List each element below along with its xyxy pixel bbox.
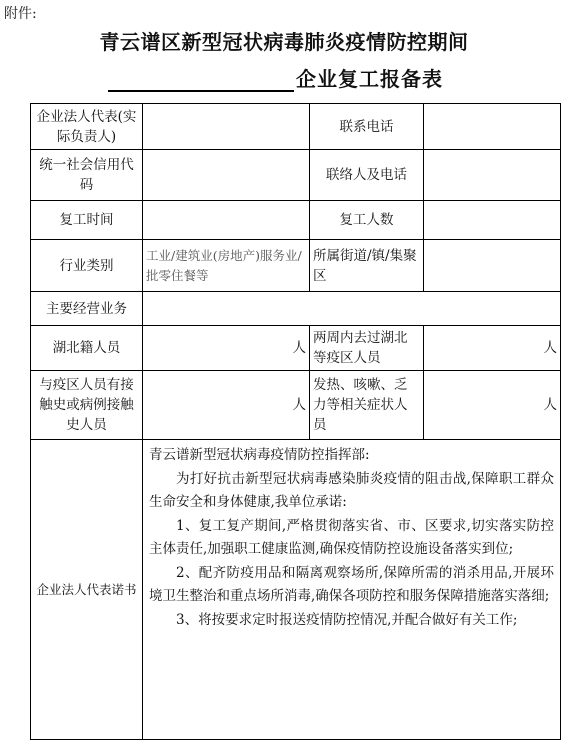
resume-count-label: 复工人数 (310, 201, 424, 240)
symptom-unit: 人 (543, 397, 557, 413)
travel-count-field[interactable] (424, 326, 561, 371)
form-subtitle-text: 企业复工报备表 (296, 67, 443, 91)
pledge-addressee: 青云谱新型冠状病毒疫情防控指挥部: (149, 447, 370, 463)
resume-time-label: 复工时间 (31, 201, 143, 240)
table-row (31, 292, 561, 326)
pledge-label: 企业法人代表诺书 (31, 440, 143, 740)
travel-label: 两周内去过湖北等疫区人员 (310, 326, 424, 371)
resume-time-field[interactable] (143, 201, 310, 240)
table-row (31, 440, 561, 740)
symptom-count-field[interactable] (424, 371, 561, 440)
street-label: 所属街道/镇/集聚区 (310, 240, 424, 292)
table-row (31, 326, 561, 371)
form-title: 青云谱区新型冠状病毒肺炎疫情防控期间 (99, 30, 469, 54)
hubei-label: 湖北籍人员 (31, 326, 143, 371)
credit-code-label: 统一社会信用代码 (31, 150, 143, 201)
credit-code-field[interactable] (143, 150, 310, 201)
contact-person-label: 联络人及电话 (310, 150, 424, 201)
resumption-form-table (30, 103, 561, 740)
legal-rep-field[interactable] (143, 104, 310, 150)
symptom-label: 发热、咳嗽、乏力等相关症状人员 (310, 371, 424, 440)
legal-rep-label: 企业法人代表(实际负责人) (31, 104, 143, 150)
table-row (31, 150, 561, 201)
contact-phone-field[interactable] (424, 104, 561, 150)
table-row (31, 240, 561, 292)
industry-options[interactable] (143, 240, 310, 292)
main-business-label: 主要经营业务 (31, 292, 143, 326)
resume-count-field[interactable] (424, 201, 561, 240)
travel-unit: 人 (543, 340, 557, 356)
table-row (31, 104, 561, 150)
contact-unit: 人 (292, 397, 306, 413)
contact-history-label: 与疫区人员有接触史或病例接触史人员 (31, 371, 143, 440)
pledge-paragraph: 为打好抗击新型冠状病毒感染肺炎疫情的阻击战,保障职工群众生命安全和身体健康,我单位承诺: (149, 470, 554, 510)
pledge-paragraph: 2、配齐防疫用品和隔离观察场所,保障所需的消杀用品,开展环境卫生整治和重点场所消毒,确保各项防控和服务保障措施落实落细; (149, 564, 554, 604)
table-row (31, 201, 561, 240)
pledge-paragraph: 3、将按要求定时报送疫情防控情况,并配合做好有关工作; (176, 611, 518, 628)
industry-label: 行业类别 (31, 240, 143, 292)
street-field[interactable] (424, 240, 561, 292)
contact-phone-label: 联系电话 (310, 104, 424, 150)
contact-count-field[interactable] (143, 371, 310, 440)
pledge-content (143, 440, 561, 740)
main-business-field[interactable] (143, 292, 561, 326)
form-subtitle (108, 63, 443, 92)
industry-options-text: 工业/建筑业(房地产)服务业/批零住餐等 (146, 247, 302, 283)
table-row (31, 371, 561, 440)
hubei-unit: 人 (292, 340, 306, 356)
hubei-count-field[interactable] (143, 326, 310, 371)
company-name-blank[interactable] (108, 70, 294, 92)
pledge-paragraph: 1、复工复产期间,严格贯彻落实省、市、区要求,切实落实防控主体责任,加强职工健康监测,确保疫情防控设施设备落实到位; (149, 517, 554, 557)
attachment-label: 附件: (4, 6, 37, 22)
contact-person-field[interactable] (424, 150, 561, 201)
